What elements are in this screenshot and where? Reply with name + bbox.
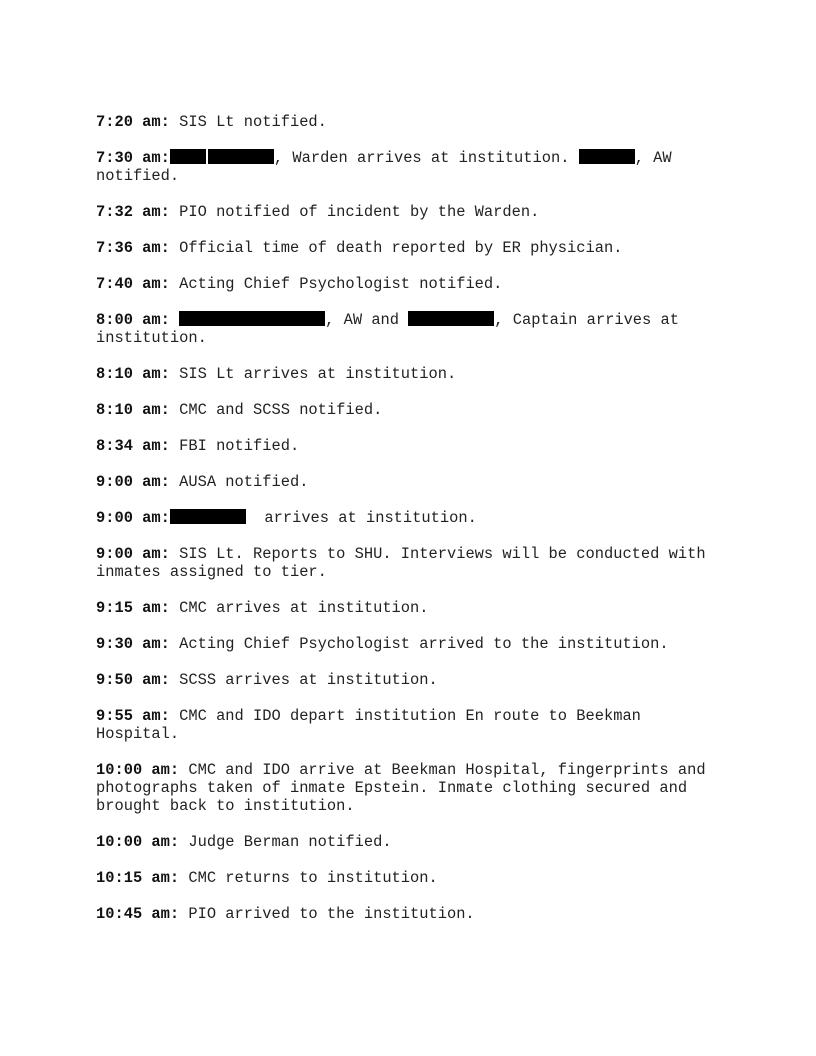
entry-time: 9:30 am: [96, 635, 170, 653]
entry-text: CMC and IDO depart institution En route to Beekman Hospital. [96, 707, 641, 743]
entry-text: , AW notified. [96, 149, 672, 185]
entry-text: , Captain arrives at institution. [96, 311, 679, 347]
entry-text: PIO notified of incident by the Warden. [169, 203, 540, 221]
entry-time: 9:50 am: [96, 671, 170, 689]
entry-text: SCSS arrives at institution. [169, 671, 438, 689]
redaction-box [179, 311, 325, 326]
entry-text: CMC arrives at institution. [169, 599, 429, 617]
entry-time: 9:00 am: [96, 509, 170, 527]
entry-time: 8:34 am: [96, 437, 170, 455]
entry-time: 9:00 am: [96, 545, 170, 563]
timeline-entry [96, 203, 726, 221]
entry-text: , AW and [325, 311, 409, 329]
entry-time: 8:10 am: [96, 365, 170, 383]
redaction-box [208, 149, 274, 164]
entry-time: 10:45 am: [96, 905, 180, 923]
entry-text: PIO arrived to the institution. [179, 905, 475, 923]
entry-time: 7:30 am: [96, 149, 170, 167]
entry-text: SIS Lt arrives at institution. [169, 365, 457, 383]
entry-time: 9:55 am: [96, 707, 170, 725]
timeline-entry [96, 311, 726, 347]
entry-text: CMC returns to institution. [179, 869, 438, 887]
entry-text: Official time of death reported by ER physician. [169, 239, 623, 257]
entry-text: arrives at institution. [255, 509, 477, 527]
timeline-entry [96, 905, 726, 923]
entry-time: 9:15 am: [96, 599, 170, 617]
redaction-box [579, 149, 635, 164]
timeline-entry [96, 239, 726, 257]
entry-time: 10:00 am: [96, 833, 180, 851]
timeline-entry [96, 833, 726, 851]
timeline-entry [96, 761, 726, 815]
entry-text: Judge Berman notified. [179, 833, 392, 851]
entry-text: AUSA notified. [169, 473, 309, 491]
entry-text: , Warden arrives at institution. [273, 149, 579, 167]
timeline-entry [96, 509, 726, 527]
timeline-entry [96, 365, 726, 383]
entry-time: 8:10 am: [96, 401, 170, 419]
timeline-entry [96, 437, 726, 455]
timeline-entry [96, 635, 726, 653]
entry-text: CMC and IDO arrive at Beekman Hospital, fingerprints and photographs taken of inmate Epstein. Inmate clothing secured and brought back to institution. [96, 761, 706, 815]
entry-text: SIS Lt notified. [169, 113, 327, 131]
entry-text: SIS Lt. Reports to SHU. Interviews will be conducted with inmates assigned to tier. [96, 545, 706, 581]
timeline-entry [96, 869, 726, 887]
timeline-entry [96, 545, 726, 581]
timeline-entry [96, 275, 726, 293]
entry-time: 7:32 am: [96, 203, 170, 221]
timeline-entry [96, 671, 726, 689]
entry-text: Acting Chief Psychologist arrived to the institution. [169, 635, 669, 653]
entry-time: 7:40 am: [96, 275, 170, 293]
timeline-entry [96, 113, 726, 131]
entry-text: FBI notified. [169, 437, 300, 455]
entry-text: Acting Chief Psychologist notified. [169, 275, 503, 293]
entry-time: 10:00 am: [96, 761, 180, 779]
timeline-entry [96, 401, 726, 419]
redaction-box [170, 149, 206, 164]
timeline-entry [96, 707, 726, 743]
entry-time: 7:36 am: [96, 239, 170, 257]
entry-time: 9:00 am: [96, 473, 170, 491]
entry-time: 10:15 am: [96, 869, 180, 887]
redaction-box [170, 509, 246, 524]
entry-time: 7:20 am: [96, 113, 170, 131]
timeline-entry [96, 149, 726, 185]
redaction-box [408, 311, 494, 326]
timeline-entry [96, 473, 726, 491]
timeline-entry [96, 599, 726, 617]
entry-time: 8:00 am: [96, 311, 170, 329]
entry-text: CMC and SCSS notified. [169, 401, 383, 419]
timeline-document [96, 113, 726, 941]
